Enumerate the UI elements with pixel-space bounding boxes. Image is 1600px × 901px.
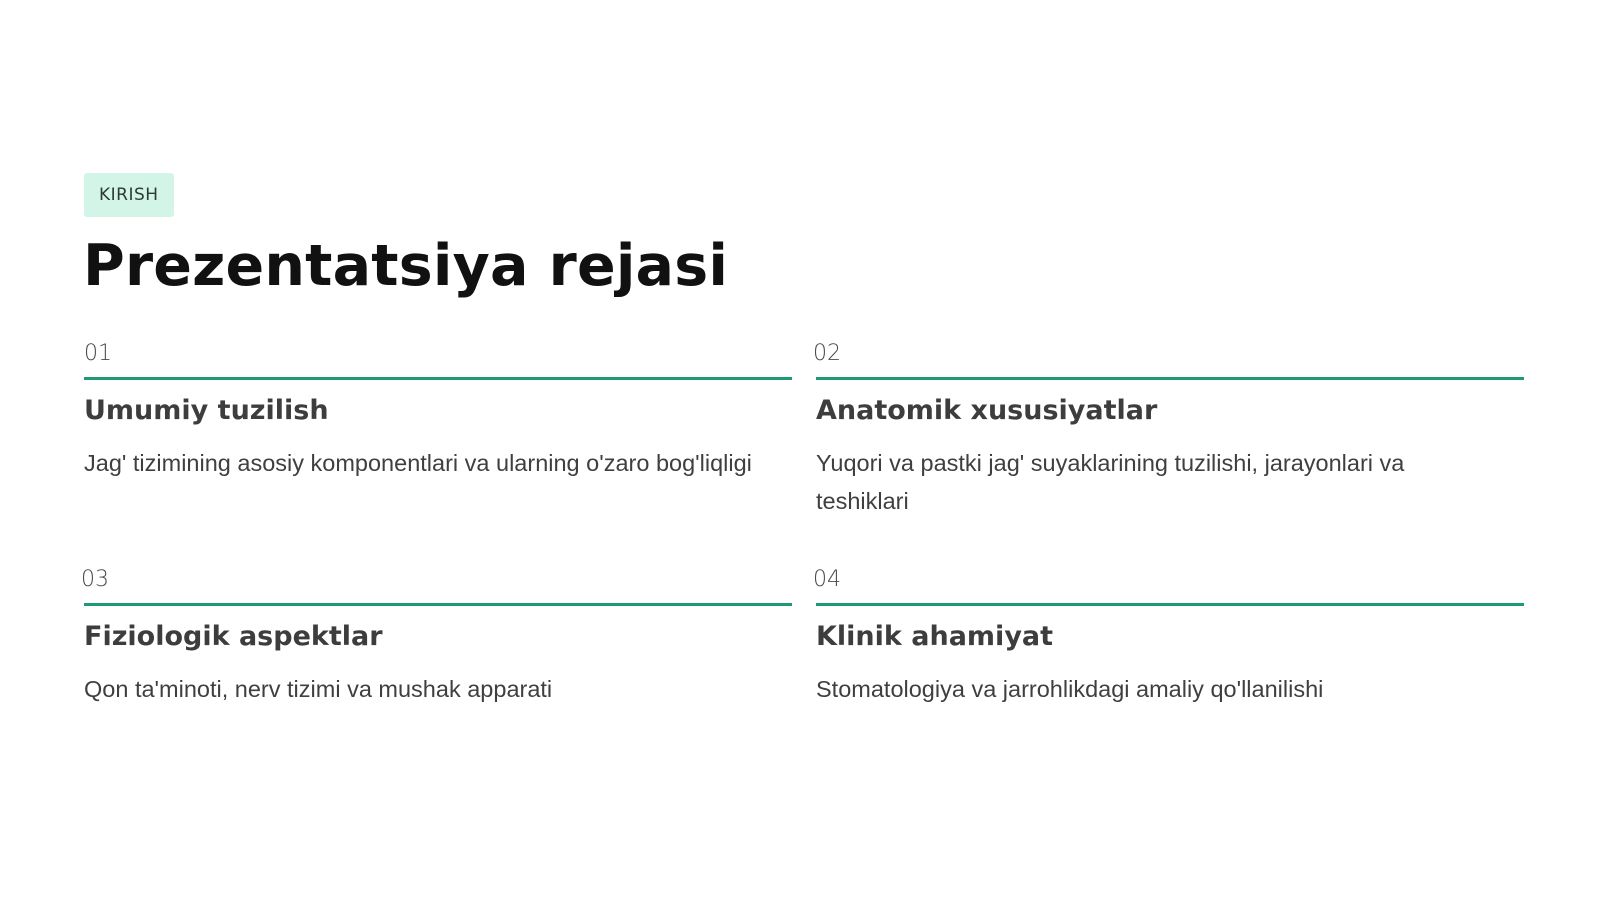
agenda-item-number: 02 <box>813 341 841 366</box>
agenda-item-number: 04 <box>813 567 841 592</box>
agenda-item-description: Jag' tizimining asosiy komponentlari va ularning o'zaro bog'liqligi <box>84 450 752 476</box>
agenda-item-number: 03 <box>81 567 109 592</box>
agenda-item-title: Klinik ahamiyat <box>816 621 1054 652</box>
divider <box>84 377 792 380</box>
agenda-item-title: Fiziologik aspektlar <box>84 621 383 652</box>
section-tag: KIRISH <box>84 173 174 217</box>
divider <box>816 603 1524 606</box>
agenda-item-description: Stomatologiya va jarrohlikdagi amaliy qo'llanilishi <box>816 676 1324 702</box>
agenda-item-description: Yuqori va pastki jag' suyaklarining tuzilishi, jarayonlari va teshiklari <box>816 450 1405 514</box>
agenda-item-number: 01 <box>84 341 112 366</box>
divider <box>84 603 792 606</box>
divider <box>816 377 1524 380</box>
agenda-item-title: Anatomik xususiyatlar <box>816 395 1158 426</box>
agenda-item-description: Qon ta'minoti, nerv tizimi va mushak apparati <box>84 676 553 702</box>
page-title: Prezentatsiya rejasi <box>83 233 729 299</box>
agenda-item-title: Umumiy tuzilish <box>84 395 329 426</box>
